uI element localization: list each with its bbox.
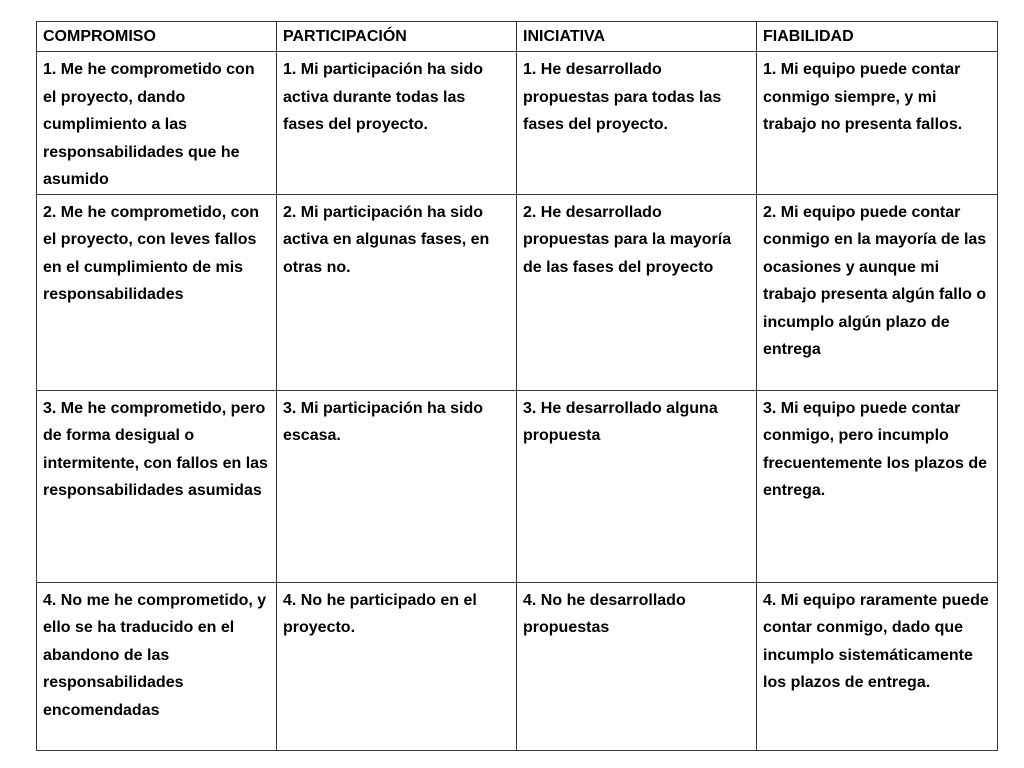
cell-fiabilidad-4: 4. Mi equipo raramente puede contar conmigo, dado que incumplo sistemáticamente los plazos de entrega.: [757, 582, 998, 750]
rubric-table: [36, 21, 998, 751]
table-row: [37, 194, 998, 390]
cell-participacion-3: 3. Mi participación ha sido escasa.: [277, 390, 517, 582]
cell-iniciativa-2: 2. He desarrollado propuestas para la mayoría de las fases del proyecto: [517, 194, 757, 390]
cell-compromiso-1: 1. Me he comprometido con el proyecto, dando cumplimiento a las responsabilidades que he asumido: [37, 52, 277, 195]
cell-participacion-4: 4. No he participado en el proyecto.: [277, 582, 517, 750]
cell-iniciativa-4: 4. No he desarrollado propuestas: [517, 582, 757, 750]
cell-fiabilidad-2: 2. Mi equipo puede contar conmigo en la mayoría de las ocasiones y aunque mi trabajo presenta algún fallo o incumplo algún plazo de entrega: [757, 194, 998, 390]
cell-participacion-1: 1. Mi participación ha sido activa durante todas las fases del proyecto.: [277, 52, 517, 195]
cell-compromiso-2: 2. Me he comprometido, con el proyecto, con leves fallos en el cumplimiento de mis responsabilidades: [37, 194, 277, 390]
header-iniciativa: INICIATIVA: [517, 22, 757, 52]
header-participacion: PARTICIPACIÓN: [277, 22, 517, 52]
table-row: [37, 390, 998, 582]
cell-compromiso-4: 4. No me he comprometido, y ello se ha traducido en el abandono de las responsabilidades encomendadas: [37, 582, 277, 750]
cell-fiabilidad-3: 3. Mi equipo puede contar conmigo, pero incumplo frecuentemente los plazos de entrega.: [757, 390, 998, 582]
rubric-table-container: [36, 21, 997, 751]
cell-iniciativa-1: 1. He desarrollado propuestas para todas las fases del proyecto.: [517, 52, 757, 195]
header-compromiso: COMPROMISO: [37, 22, 277, 52]
cell-participacion-2: 2. Mi participación ha sido activa en algunas fases, en otras no.: [277, 194, 517, 390]
header-fiabilidad: FIABILIDAD: [757, 22, 998, 52]
table-row: [37, 52, 998, 195]
cell-fiabilidad-1: 1. Mi equipo puede contar conmigo siempre, y mi trabajo no presenta fallos.: [757, 52, 998, 195]
cell-iniciativa-3: 3. He desarrollado alguna propuesta: [517, 390, 757, 582]
table-row: [37, 582, 998, 750]
header-row: [37, 22, 998, 52]
cell-compromiso-3: 3. Me he comprometido, pero de forma desigual o intermitente, con fallos en las responsabilidades asumidas: [37, 390, 277, 582]
